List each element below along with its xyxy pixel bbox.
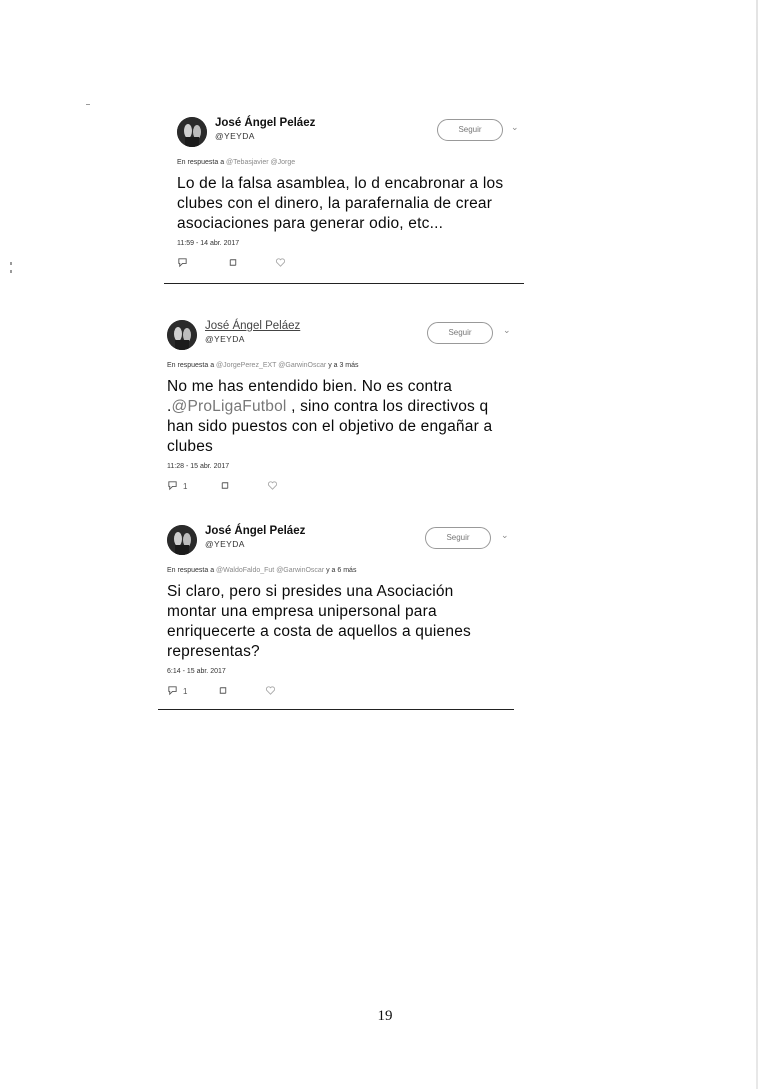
reply-count: 1 [183, 687, 188, 696]
follow-button[interactable]: Seguir [437, 119, 503, 141]
scan-speck [10, 270, 12, 273]
reply-suffix[interactable]: y a 3 más [328, 362, 359, 369]
reply-prefix: En respuesta a [167, 362, 215, 369]
scan-edge [756, 0, 758, 1089]
scan-speck [86, 104, 90, 105]
reply-context [167, 567, 522, 574]
tweet-divider [158, 709, 514, 710]
tweet-actions [177, 257, 527, 271]
tweet-timestamp[interactable]: 11:28 - 15 abr. 2017 [167, 463, 230, 470]
reply-mentions[interactable]: @JorgePerez_EXT @GarwinOscar [216, 362, 327, 369]
chevron-down-icon[interactable]: ⌄ [501, 530, 509, 540]
reply-context [167, 362, 522, 369]
author-handle[interactable]: @YEYDA [205, 539, 245, 549]
reply-mentions[interactable]: @WaldoFaldo_Fut @GarwinOscar [216, 567, 325, 574]
speech-bubble-icon[interactable] [177, 257, 188, 271]
chevron-down-icon[interactable]: ⌄ [503, 325, 511, 335]
author-name[interactable]: José Ángel Peláez [205, 320, 301, 332]
follow-button[interactable]: Seguir [425, 527, 491, 549]
tweet-mention[interactable]: @ProLigaFutbol [171, 398, 287, 415]
follow-button[interactable]: Seguir [427, 322, 493, 344]
tweet-actions [167, 480, 522, 494]
speech-bubble-icon[interactable] [167, 685, 178, 699]
retweet-icon[interactable] [217, 685, 229, 699]
scan-speck [10, 262, 12, 265]
tweet-timestamp[interactable]: 6:14 - 15 abr. 2017 [167, 668, 226, 675]
heart-icon[interactable] [265, 685, 276, 699]
tweet-text: Lo de la falsa asamblea, lo d encabronar a los clubes con el dinero, la parafernalia de crear asociaciones para generar odio, etc... [177, 175, 504, 232]
tweet-divider [164, 283, 524, 284]
tweet-timestamp[interactable]: 11:59 - 14 abr. 2017 [177, 240, 240, 247]
speech-bubble-icon[interactable] [167, 480, 178, 494]
reply-prefix: En respuesta a [167, 567, 215, 574]
author-name[interactable]: José Ángel Peláez [205, 525, 306, 537]
avatar[interactable] [167, 320, 197, 350]
tweet-actions [167, 685, 522, 699]
tweet-text-end: , sino contra los directivos q han sido puestos con el objetivo de engañar a clubes [167, 398, 493, 455]
reply-suffix[interactable]: y a 6 más [326, 567, 357, 574]
avatar[interactable] [167, 525, 197, 555]
reply-context [177, 159, 527, 166]
retweet-icon[interactable] [219, 480, 231, 494]
tweet-card [177, 117, 527, 271]
tweet-text: Si claro, pero si presides una Asociación montar una empresa unipersonal para enriquecerte a costa de aquellos a quienes representas? [167, 583, 471, 660]
tweet-card [167, 320, 522, 494]
heart-icon[interactable] [267, 480, 278, 494]
page-number: 19 [377, 1008, 393, 1024]
avatar[interactable] [177, 117, 207, 147]
author-handle[interactable]: @YEYDA [205, 334, 245, 344]
chevron-down-icon[interactable]: ⌄ [511, 122, 519, 132]
heart-icon[interactable] [275, 257, 286, 271]
tweet-card [167, 525, 522, 699]
tweet-text-start: No me has entendido bien. No es contra . [167, 378, 453, 415]
reply-count: 1 [183, 482, 188, 491]
reply-prefix: En respuesta a [177, 159, 225, 166]
reply-mentions[interactable]: @Tebasjavier @Jorge [226, 159, 296, 166]
author-handle[interactable]: @YEYDA [215, 131, 255, 141]
tweet-text [167, 377, 507, 457]
retweet-icon[interactable] [227, 257, 239, 271]
author-name[interactable]: José Ángel Peláez [215, 117, 316, 129]
